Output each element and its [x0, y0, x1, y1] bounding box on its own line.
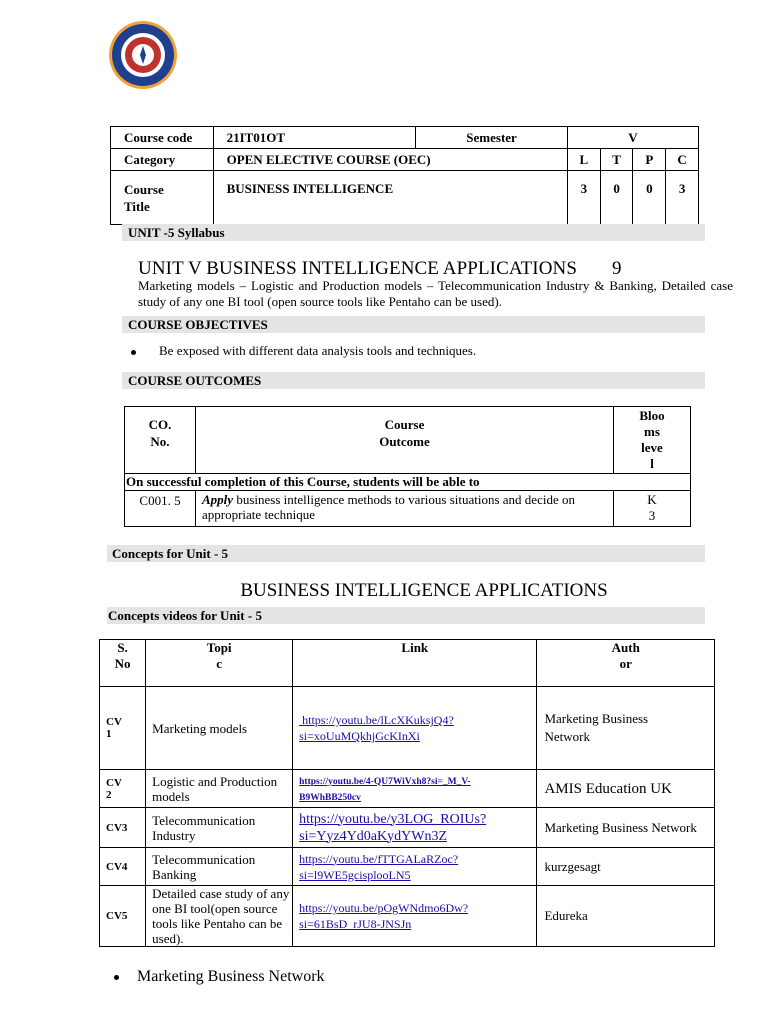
- author-header: Auth or: [537, 640, 715, 687]
- ltpc-value-t: 0: [600, 171, 633, 225]
- sno-header: S. No: [100, 640, 146, 687]
- table-row: [100, 808, 715, 848]
- table-row: [100, 848, 715, 886]
- video-author: Edureka: [537, 886, 715, 947]
- concepts-videos-band: Concepts videos for Unit - 5: [107, 607, 705, 624]
- video-topic: Marketing models: [146, 687, 293, 770]
- link-header: Link: [293, 640, 537, 687]
- category-value: OPEN ELECTIVE COURSE (OEC): [213, 149, 567, 171]
- co-outcome-text: Apply business intelligence methods to various situations and decide on appropriate technique: [196, 491, 614, 527]
- unit-syllabus-band: UNIT -5 Syllabus: [122, 224, 705, 241]
- video-id: CV5: [100, 886, 146, 947]
- bottom-bullet-item: Marketing Business Network: [114, 968, 325, 986]
- college-seal-logo: [108, 20, 178, 90]
- course-code: 21IT01OT: [213, 127, 416, 149]
- video-link[interactable]: https://youtu.be/lLcXKuksjQ4? si=xoUuMQkhjGcKInXi: [299, 713, 454, 743]
- video-topic: Detailed case study of any one BI tool(open source tools like Pentaho can be used).: [146, 886, 293, 947]
- topic-header: Topi c: [146, 640, 293, 687]
- video-author: AMIS Education UK: [537, 770, 715, 808]
- video-id: CV 1: [100, 687, 146, 770]
- video-id: CV4: [100, 848, 146, 886]
- video-topic: Telecommunication Industry: [146, 808, 293, 848]
- course-outcomes-table: [124, 406, 691, 527]
- semester-label: Semester: [416, 127, 568, 149]
- course-info-table: [110, 126, 699, 225]
- video-link[interactable]: https://youtu.be/4-QU7WiVxh8?si=_M_V- B9WhBB250cv: [299, 776, 471, 803]
- semester-value: V: [568, 127, 699, 149]
- video-author: Marketing Business Network: [537, 808, 715, 848]
- blooms-level-header: Bloo ms leve l: [614, 407, 691, 474]
- co-number: C001. 5: [125, 491, 196, 527]
- ltpc-value-p: 0: [633, 171, 666, 225]
- ltpc-header-t: T: [600, 149, 633, 171]
- objective-item: Be exposed with different data analysis tools and techniques.: [131, 343, 476, 359]
- bi-applications-title: BUSINESS INTELLIGENCE APPLICATIONS: [240, 580, 608, 601]
- unit-heading: UNIT V BUSINESS INTELLIGENCE APPLICATIONS 9: [138, 258, 622, 279]
- video-author: Marketing Business Network: [537, 687, 715, 770]
- video-link[interactable]: https://youtu.be/fTTGALaRZoc? si=l9WE5gcisplooLN5: [299, 851, 459, 882]
- video-id: CV 2: [100, 770, 146, 808]
- course-title-label: Course Title: [111, 171, 214, 225]
- concepts-band: Concepts for Unit - 5: [107, 545, 705, 562]
- table-row: [100, 687, 715, 770]
- table-row: [100, 886, 715, 947]
- co-blooms-level: K 3: [614, 491, 691, 527]
- course-objectives-band: COURSE OBJECTIVES: [122, 316, 705, 333]
- bullet-icon: [114, 975, 119, 980]
- table-row: [100, 770, 715, 808]
- ltpc-value-c: 3: [666, 171, 699, 225]
- video-link[interactable]: https://youtu.be/y3LOG_ROIUs? si=Yyz4Yd0aKydYWn3Z: [299, 811, 487, 844]
- video-id: CV3: [100, 808, 146, 848]
- video-link[interactable]: https://youtu.be/pOgWNdmo6Dw? si=61BsD_rJU8-JNSJn: [299, 901, 469, 931]
- video-topic: Logistic and Production models: [146, 770, 293, 808]
- ltpc-value-l: 3: [568, 171, 601, 225]
- ltpc-header-p: P: [633, 149, 666, 171]
- course-outcomes-band: COURSE OUTCOMES: [122, 372, 705, 389]
- bullet-icon: [131, 350, 136, 355]
- category-label: Category: [111, 149, 214, 171]
- ltpc-header-c: C: [666, 149, 699, 171]
- course-outcome-header: Course Outcome: [196, 407, 614, 474]
- outcomes-span-row: On successful completion of this Course, students will be able to: [125, 474, 691, 491]
- unit-description: Marketing models – Logistic and Production models – Telecommunication Industry & Banking, Detailed case study of any one BI tool (open source tools like Pentaho can be used).: [138, 278, 733, 309]
- ltpc-header-l: L: [568, 149, 601, 171]
- course-code-label: Course code: [111, 127, 214, 149]
- video-author: kurzgesagt: [537, 848, 715, 886]
- concept-videos-table: [99, 639, 715, 947]
- video-topic: Telecommunication Banking: [146, 848, 293, 886]
- course-title: BUSINESS INTELLIGENCE: [213, 171, 567, 225]
- unit-hours: 9: [612, 258, 622, 279]
- co-no-header: CO. No.: [125, 407, 196, 474]
